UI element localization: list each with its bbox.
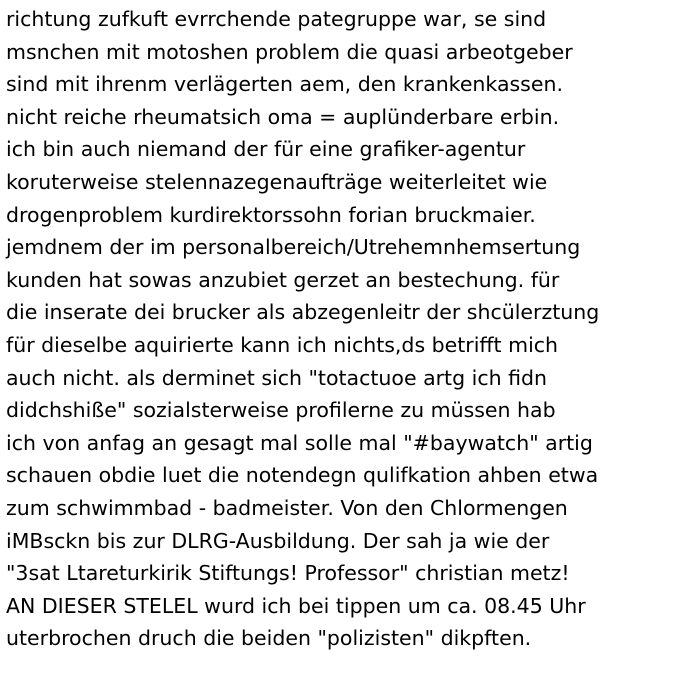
text-line: nicht reiche rheumatsich oma = auplünderbare erbin. [6,104,560,129]
text-line: msnchen mit motoshen problem die quasi arbeotgeber [6,39,573,64]
text-line: drogenproblem kurdirektorssohn forian bruckmaier. [6,202,536,227]
text-line: richtung zufkuft evrrchende pategruppe war, se sind [6,7,547,31]
document-body [6,3,682,655]
text-line: kunden hat sowas anzubiet gerzet an bestechung. für [6,267,560,292]
text-line: schauen obdie luet die notendegn qulifkation ahben etwa [6,463,599,488]
text-line: koruterweise stelennazegenaufträge weiterleitet wie [6,169,548,194]
text-line: auch nicht. als derminet sich "totactuoe artg ich fidn [6,365,548,390]
text-line: für dieselbe aquirierte kann ich nichts,ds betrifft mich [6,332,559,357]
text-line: ich bin auch niemand der für eine grafiker-agentur [6,137,526,162]
text-line: didchshiße" sozialsterweise profilerne zu müssen hab [6,398,556,423]
text-line: die inserate dei brucker als abzegenleitr der shcülerztung [6,300,600,325]
text-line: zum schwimmbad - badmeister. Von den Chlormengen [6,495,568,520]
text-line: sind mit ihrenm verlägerten aem, den krankenkassen. [6,72,563,97]
text-line: uterbrochen druch die beiden "polizisten" dikpften. [6,626,532,651]
text-line: "3sat Ltareturkirik Stiftungs! Professor" christian metz! [6,561,570,586]
text-line: jemdnem der im personalbereich/Utrehemnhemsertung [6,235,581,260]
text-line: AN DIESER STELEL wurd ich bei tippen um ca. 08.45 Uhr [6,593,586,618]
text-line: iMBsckn bis zur DLRG-Ausbildung. Der sah ja wie der [6,528,550,553]
text-line: ich von anfag an gesagt mal solle mal "#baywatch" artig [6,430,593,455]
